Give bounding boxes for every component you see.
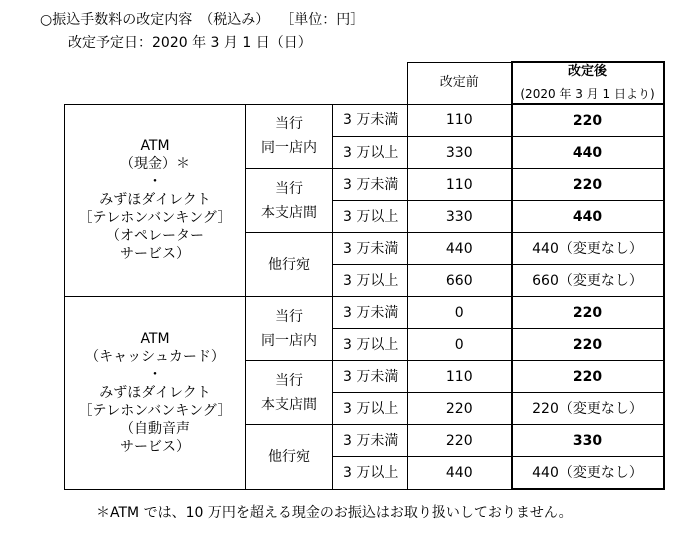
fee-before-cell: 330 [408,201,512,233]
destination-line: 同一店内 [261,332,317,349]
destination-cell [246,233,333,297]
destination-line: 他行宛 [268,448,310,465]
fee-before-cell: 0 [408,297,512,329]
channel-line: ［テレホンバンキング］ [78,210,232,227]
destination-cell [246,425,333,490]
fee-after-cell: 220 [512,329,664,361]
channel-line: （オペレーター [106,228,204,245]
column-header-before: 改定前 [408,62,512,104]
channel-line: ATM [140,330,170,347]
destination-cell [246,297,333,361]
destination-cell [246,104,333,169]
fee-table [64,61,665,490]
destination-line: 当行 [275,180,303,197]
amount-band-cell: 3 万以上 [333,265,408,297]
footnote: ＊ATM では、10 万円を超える現金のお振込はお取り扱いしておりません。 [96,505,573,521]
blank-header-cell [246,62,333,104]
fee-after-cell: 220（変更なし） [512,393,664,425]
fee-before-cell: 440 [408,233,512,265]
channel-line: ・ [148,174,162,191]
fee-table-body [65,62,664,489]
unit-label: ［単位：円］ [287,12,365,28]
amount-band-cell: 3 万以上 [333,329,408,361]
channel-cell [65,104,246,297]
header-row [65,62,664,104]
fee-before-cell: 660 [408,265,512,297]
channel-line: サービス） [120,438,190,455]
column-header-after-date: (2020 年 3 月 1 日より) [520,87,655,101]
blank-header-cell [333,62,408,104]
channel-line: サービス） [120,246,190,263]
destination-cell [246,361,333,425]
fee-before-cell: 110 [408,169,512,201]
fee-after-cell: 660（変更なし） [512,265,664,297]
table-row [65,297,664,329]
amount-band-cell: 3 万未満 [333,361,408,393]
fee-after-cell: 440 [512,137,664,169]
fee-after-cell: 220 [512,169,664,201]
amount-band-cell: 3 万未満 [333,297,408,329]
fee-before-cell: 220 [408,393,512,425]
destination-line: 本支店間 [261,396,317,413]
fee-before-cell: 110 [408,104,512,137]
destination-line: 同一店内 [261,140,317,157]
amount-band-cell: 3 万未満 [333,233,408,265]
fee-after-cell: 330 [512,425,664,457]
fee-before-cell: 0 [408,329,512,361]
amount-band-cell: 3 万未満 [333,169,408,201]
column-header-after [512,62,664,104]
fee-after-cell: 220 [512,104,664,137]
channel-line: （キャッシュカード） [85,348,225,365]
channel-line: みずほダイレクト [99,384,211,401]
destination-line: 当行 [275,372,303,389]
amount-band-cell: 3 万未満 [333,104,408,137]
table-row [65,104,664,137]
fee-after-cell: 440 [512,201,664,233]
fee-after-cell: 440（変更なし） [512,457,664,490]
fee-after-cell: 440（変更なし） [512,233,664,265]
channel-line: （自動音声 [120,420,190,437]
amount-band-cell: 3 万以上 [333,201,408,233]
channel-line: （現金）＊ [120,156,190,173]
blank-header-cell [65,62,246,104]
fee-before-cell: 220 [408,425,512,457]
page-heading [40,11,364,29]
fee-before-cell: 440 [408,457,512,490]
destination-line: 他行宛 [268,256,310,273]
destination-line: 当行 [275,116,303,133]
destination-line: 当行 [275,308,303,325]
amount-band-cell: 3 万未満 [333,425,408,457]
amount-band-cell: 3 万以上 [333,393,408,425]
heading-title: ○振込手数料の改定内容 （税込み） [40,12,270,28]
destination-line: 本支店間 [261,204,317,221]
channel-cell [65,297,246,490]
amount-band-cell: 3 万以上 [333,457,408,490]
column-header-after-label: 改定後 [567,64,607,79]
channel-line: ATM [140,138,170,155]
destination-cell [246,169,333,233]
fee-before-cell: 330 [408,137,512,169]
amount-band-cell: 3 万以上 [333,137,408,169]
channel-line: ・ [148,366,162,383]
channel-line: ［テレホンバンキング］ [78,402,232,419]
fee-after-cell: 220 [512,297,664,329]
channel-line: みずほダイレクト [99,192,211,209]
fee-before-cell: 110 [408,361,512,393]
revision-date: 改定予定日：2020 年 3 月 1 日（日） [68,35,312,51]
fee-after-cell: 220 [512,361,664,393]
